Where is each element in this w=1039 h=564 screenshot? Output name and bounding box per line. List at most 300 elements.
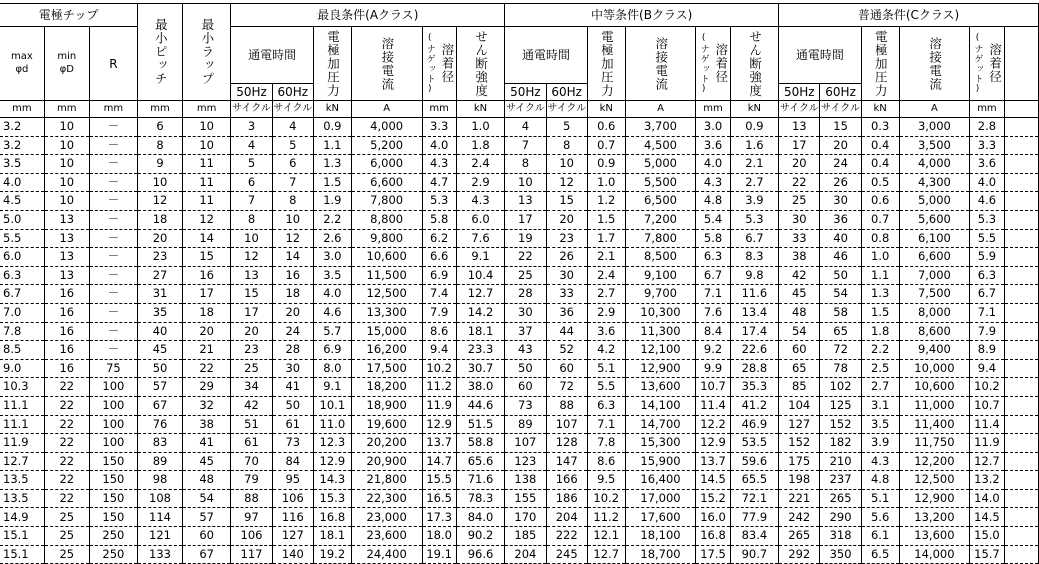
table-cell-empty xyxy=(1004,155,1038,174)
unit-cell: サイクル xyxy=(820,101,861,118)
table-cell: 166 xyxy=(546,471,587,490)
table-cell: 13 xyxy=(505,192,546,211)
table-cell: 8,800 xyxy=(351,210,422,229)
table-cell: 16,400 xyxy=(625,471,696,490)
table-cell: 7 xyxy=(505,136,546,155)
table-row xyxy=(0,303,1039,322)
table-cell: 20 xyxy=(272,303,313,322)
table-cell: 13 xyxy=(779,118,820,137)
table-cell: 41.2 xyxy=(730,396,778,415)
table-cell: 1.8 xyxy=(456,136,504,155)
table-cell: 4,300 xyxy=(899,173,970,192)
units-row xyxy=(0,101,1039,118)
table-cell-empty xyxy=(1004,434,1038,453)
unit-cell: kN xyxy=(313,101,351,118)
table-cell-empty xyxy=(1004,341,1038,360)
table-cell: 42 xyxy=(779,266,820,285)
table-cell: 152 xyxy=(820,415,861,434)
table-cell: 204 xyxy=(546,508,587,527)
table-row xyxy=(0,341,1039,360)
table-cell: 8,500 xyxy=(625,248,696,267)
table-cell: 16 xyxy=(44,322,89,341)
table-cell: － xyxy=(89,192,137,211)
a-weld-time-header: 通電時間 xyxy=(231,27,314,84)
table-cell: 15.1 xyxy=(0,545,44,564)
table-cell: 7.0 xyxy=(0,303,44,322)
table-cell: 25 xyxy=(505,266,546,285)
table-cell: 8 xyxy=(546,136,587,155)
table-cell-empty xyxy=(1004,229,1038,248)
b-hz50: 50Hz xyxy=(505,84,546,101)
table-row xyxy=(0,229,1039,248)
table-cell: 5.1 xyxy=(861,489,899,508)
table-cell: 125 xyxy=(820,396,861,415)
table-cell: 138 xyxy=(505,471,546,490)
table-cell: 22 xyxy=(44,452,89,471)
unit-cell: サイクル xyxy=(779,101,820,118)
table-cell: 85 xyxy=(779,378,820,397)
table-cell: 7,500 xyxy=(899,285,970,304)
table-cell: 6 xyxy=(231,173,272,192)
table-cell: 5,600 xyxy=(899,210,970,229)
table-cell: 15.0 xyxy=(970,527,1004,546)
unit-cell: kN xyxy=(861,101,899,118)
table-cell: 15 xyxy=(231,285,272,304)
table-cell: 0.7 xyxy=(587,136,625,155)
table-cell: 89 xyxy=(138,452,183,471)
table-cell: 10 xyxy=(231,229,272,248)
table-cell: 25 xyxy=(779,192,820,211)
class-c-header: 普通条件(Cクラス) xyxy=(779,4,1039,27)
table-cell: 6 xyxy=(138,118,183,137)
table-cell-empty xyxy=(1004,266,1038,285)
table-cell: 96.6 xyxy=(456,545,504,564)
table-cell: 2.1 xyxy=(587,248,625,267)
table-cell: 35 xyxy=(138,303,183,322)
table-cell: 23 xyxy=(138,248,183,267)
table-cell: 9.0 xyxy=(0,359,44,378)
table-cell: 2.4 xyxy=(587,266,625,285)
table-cell: 11,000 xyxy=(899,396,970,415)
table-cell: 65.6 xyxy=(456,452,504,471)
table-cell: 185 xyxy=(505,527,546,546)
table-cell: 13 xyxy=(44,229,89,248)
table-cell: 13,600 xyxy=(625,378,696,397)
table-cell: 6 xyxy=(272,155,313,174)
table-cell: 40 xyxy=(138,322,183,341)
table-cell: 2.9 xyxy=(456,173,504,192)
table-cell: 0.6 xyxy=(587,118,625,137)
table-cell: 30.7 xyxy=(456,359,504,378)
table-cell: 8 xyxy=(138,136,183,155)
table-cell: 3.1 xyxy=(861,396,899,415)
table-cell: 6.9 xyxy=(313,341,351,360)
table-cell: 13.2 xyxy=(970,471,1004,490)
table-cell: 1.9 xyxy=(313,192,351,211)
table-cell: 5.0 xyxy=(0,210,44,229)
table-cell: 18.0 xyxy=(422,527,456,546)
table-cell: 16 xyxy=(44,303,89,322)
table-cell: 155 xyxy=(505,489,546,508)
table-cell: 15.7 xyxy=(970,545,1004,564)
table-cell: 14.3 xyxy=(313,471,351,490)
table-cell: 8.6 xyxy=(587,452,625,471)
b-current-header: 溶接電流 xyxy=(625,27,696,101)
table-cell: 72 xyxy=(546,378,587,397)
table-cell: 100 xyxy=(89,434,137,453)
table-cell: 11.1 xyxy=(0,415,44,434)
table-cell: 0.3 xyxy=(861,118,899,137)
table-cell: 51.5 xyxy=(456,415,504,434)
table-cell: 14,100 xyxy=(625,396,696,415)
table-cell: 36 xyxy=(820,210,861,229)
table-row xyxy=(0,359,1039,378)
table-cell: 4.0 xyxy=(313,285,351,304)
table-cell: 16,200 xyxy=(351,341,422,360)
class-b-header: 中等条件(Bクラス) xyxy=(505,4,779,27)
table-cell: 26 xyxy=(820,173,861,192)
table-cell: 10,600 xyxy=(899,378,970,397)
table-cell: 7.1 xyxy=(696,285,730,304)
table-cell: 0.8 xyxy=(861,229,899,248)
table-cell: 37 xyxy=(505,322,546,341)
table-cell-empty xyxy=(1004,471,1038,490)
table-cell: 10 xyxy=(182,118,230,137)
table-cell: 9,800 xyxy=(351,229,422,248)
table-cell: 150 xyxy=(89,489,137,508)
table-cell: 73 xyxy=(505,396,546,415)
table-cell: 32 xyxy=(182,396,230,415)
table-cell: 5.9 xyxy=(970,248,1004,267)
table-cell: 2.1 xyxy=(730,155,778,174)
table-cell-empty xyxy=(1004,210,1038,229)
table-cell: 70 xyxy=(231,452,272,471)
table-cell: 15 xyxy=(820,118,861,137)
table-cell: 0.4 xyxy=(861,155,899,174)
table-cell: 29 xyxy=(182,378,230,397)
table-cell: 4.3 xyxy=(696,173,730,192)
table-cell: 41 xyxy=(182,434,230,453)
table-cell: 11.9 xyxy=(0,434,44,453)
table-cell: － xyxy=(89,173,137,192)
table-cell: 107 xyxy=(505,434,546,453)
a-nugget-header: (ナゲット) 溶着径 xyxy=(422,27,456,101)
table-cell: 50 xyxy=(505,359,546,378)
table-cell: 6.3 xyxy=(970,266,1004,285)
table-cell: 90.2 xyxy=(456,527,504,546)
table-cell: 11,300 xyxy=(625,322,696,341)
table-cell: 186 xyxy=(546,489,587,508)
c-nugget-header: (ナゲット) 溶着径 xyxy=(970,27,1004,101)
table-cell: 2.5 xyxy=(861,359,899,378)
table-cell: 7.1 xyxy=(587,415,625,434)
table-cell: 1.0 xyxy=(456,118,504,137)
table-cell: 57 xyxy=(138,378,183,397)
table-cell: － xyxy=(89,322,137,341)
table-cell: 60 xyxy=(505,378,546,397)
table-cell: 0.4 xyxy=(861,136,899,155)
table-cell: 19 xyxy=(505,229,546,248)
table-cell-empty xyxy=(1004,452,1038,471)
table-cell: 9.2 xyxy=(696,341,730,360)
table-cell: 6,600 xyxy=(899,248,970,267)
table-cell: 11.0 xyxy=(313,415,351,434)
table-cell: 17 xyxy=(231,303,272,322)
table-cell: 292 xyxy=(779,545,820,564)
table-row xyxy=(0,434,1039,453)
table-cell: 4.7 xyxy=(422,173,456,192)
table-cell: 24 xyxy=(272,322,313,341)
table-cell: 20 xyxy=(820,136,861,155)
table-cell: 0.9 xyxy=(730,118,778,137)
table-cell: 12.3 xyxy=(313,434,351,453)
table-cell: 10 xyxy=(44,155,89,174)
table-cell: 3.6 xyxy=(696,136,730,155)
table-cell-empty xyxy=(1004,527,1038,546)
table-cell: 182 xyxy=(820,434,861,453)
table-cell: 11.9 xyxy=(422,396,456,415)
table-cell: 28 xyxy=(505,285,546,304)
table-cell: 2.7 xyxy=(861,378,899,397)
table-cell: 43 xyxy=(505,341,546,360)
table-cell: 16.8 xyxy=(313,508,351,527)
table-cell: 13.4 xyxy=(730,303,778,322)
table-cell: 58.8 xyxy=(456,434,504,453)
c-shear-header xyxy=(1004,27,1038,101)
table-cell: 20 xyxy=(182,322,230,341)
table-cell-empty xyxy=(1004,173,1038,192)
table-cell: 12 xyxy=(182,210,230,229)
table-cell: 12.2 xyxy=(696,415,730,434)
table-cell: － xyxy=(89,341,137,360)
table-cell: 4.3 xyxy=(456,192,504,211)
table-cell: 60 xyxy=(182,527,230,546)
table-cell: 5.8 xyxy=(696,229,730,248)
table-cell: 106 xyxy=(272,489,313,508)
table-cell: 13,600 xyxy=(899,527,970,546)
table-cell: 73 xyxy=(272,434,313,453)
table-cell: 11.4 xyxy=(696,396,730,415)
table-cell: 16 xyxy=(182,266,230,285)
table-cell: 26 xyxy=(546,248,587,267)
table-cell: 1.3 xyxy=(313,155,351,174)
table-cell: 65 xyxy=(820,322,861,341)
table-cell: 30 xyxy=(820,192,861,211)
table-cell: 17.5 xyxy=(696,545,730,564)
table-cell: 9.4 xyxy=(422,341,456,360)
table-cell: 4.0 xyxy=(970,173,1004,192)
table-cell: 36 xyxy=(546,303,587,322)
table-cell: 8.9 xyxy=(970,341,1004,360)
table-cell: 17 xyxy=(182,285,230,304)
table-cell: 15,900 xyxy=(625,452,696,471)
table-cell: 4 xyxy=(231,136,272,155)
table-cell: 4.0 xyxy=(422,136,456,155)
table-cell: 10 xyxy=(138,173,183,192)
table-cell: 7.1 xyxy=(970,303,1004,322)
table-cell: 1.5 xyxy=(587,210,625,229)
table-cell: 60 xyxy=(779,341,820,360)
table-cell: 175 xyxy=(779,452,820,471)
table-cell: 14 xyxy=(182,229,230,248)
table-cell: 30 xyxy=(272,359,313,378)
table-cell: 38 xyxy=(182,415,230,434)
a-shear-header: せん断強度 xyxy=(456,27,504,101)
table-cell: 12,200 xyxy=(899,452,970,471)
a-hz50: 50Hz xyxy=(231,84,272,101)
table-cell-empty xyxy=(1004,118,1038,137)
table-cell: 4.8 xyxy=(861,471,899,490)
unit-cell: mm xyxy=(44,101,89,118)
table-cell: 72 xyxy=(820,341,861,360)
table-cell: 128 xyxy=(546,434,587,453)
table-cell: 42 xyxy=(231,396,272,415)
table-cell: 60 xyxy=(546,359,587,378)
table-row xyxy=(0,173,1039,192)
table-cell: 33 xyxy=(779,229,820,248)
table-cell: 3.0 xyxy=(696,118,730,137)
table-cell: 19.2 xyxy=(313,545,351,564)
table-cell: 2.9 xyxy=(587,303,625,322)
table-cell: 350 xyxy=(820,545,861,564)
max-d-header: max φd xyxy=(0,27,44,101)
table-cell: 100 xyxy=(89,378,137,397)
table-cell: 10,300 xyxy=(625,303,696,322)
unit-cell: kN xyxy=(730,101,778,118)
table-row xyxy=(0,322,1039,341)
table-cell: 250 xyxy=(89,545,137,564)
table-cell: 1.2 xyxy=(587,192,625,211)
table-cell: 265 xyxy=(779,527,820,546)
table-cell: 13 xyxy=(44,210,89,229)
table-cell: 17 xyxy=(779,136,820,155)
table-cell: 12.7 xyxy=(456,285,504,304)
table-cell: 3.5 xyxy=(861,415,899,434)
table-cell: 8,600 xyxy=(899,322,970,341)
table-cell: 0.7 xyxy=(861,210,899,229)
table-cell: 75 xyxy=(89,359,137,378)
table-cell: 104 xyxy=(779,396,820,415)
table-cell: 79 xyxy=(231,471,272,490)
table-cell: 3.2 xyxy=(0,118,44,137)
table-cell: 5,000 xyxy=(899,192,970,211)
table-cell: 50 xyxy=(272,396,313,415)
table-cell: 13.5 xyxy=(0,471,44,490)
table-cell: 6.7 xyxy=(970,285,1004,304)
table-cell: 3 xyxy=(231,118,272,137)
table-cell: 5.3 xyxy=(422,192,456,211)
table-cell: 48 xyxy=(182,471,230,490)
unit-cell: サイクル xyxy=(231,101,272,118)
table-cell: 7.6 xyxy=(456,229,504,248)
table-cell: 108 xyxy=(138,489,183,508)
table-cell: 15,000 xyxy=(351,322,422,341)
table-cell: 54 xyxy=(820,285,861,304)
table-cell: 13 xyxy=(231,266,272,285)
table-cell: 40 xyxy=(820,229,861,248)
table-cell: － xyxy=(89,266,137,285)
table-cell: 7,000 xyxy=(899,266,970,285)
table-cell: 17.4 xyxy=(730,322,778,341)
table-cell-empty xyxy=(1004,378,1038,397)
table-cell: 12,500 xyxy=(351,285,422,304)
table-cell: 67 xyxy=(182,545,230,564)
table-cell-empty xyxy=(1004,489,1038,508)
table-cell: 53.5 xyxy=(730,434,778,453)
table-cell: 57 xyxy=(182,508,230,527)
table-cell: 5,000 xyxy=(625,155,696,174)
table-cell-empty xyxy=(1004,415,1038,434)
table-body xyxy=(0,118,1039,564)
table-cell: 23.3 xyxy=(456,341,504,360)
unit-cell: A xyxy=(899,101,970,118)
table-cell: 44.6 xyxy=(456,396,504,415)
table-cell: 127 xyxy=(272,527,313,546)
table-cell: 11.1 xyxy=(0,396,44,415)
table-cell: 18,900 xyxy=(351,396,422,415)
table-cell: 18.1 xyxy=(313,527,351,546)
table-cell: 27 xyxy=(138,266,183,285)
table-cell: 6,600 xyxy=(351,173,422,192)
table-cell: 13.7 xyxy=(422,434,456,453)
table-cell: 11.2 xyxy=(587,508,625,527)
table-cell: 41 xyxy=(272,378,313,397)
table-cell: 48 xyxy=(779,303,820,322)
table-cell: 14,000 xyxy=(899,545,970,564)
table-cell: 4.8 xyxy=(696,192,730,211)
table-cell: 3,700 xyxy=(625,118,696,137)
table-cell: 9.1 xyxy=(313,378,351,397)
table-cell: 16.0 xyxy=(696,508,730,527)
table-cell: 18.1 xyxy=(456,322,504,341)
table-cell: 5.5 xyxy=(970,229,1004,248)
table-row xyxy=(0,118,1039,137)
table-row xyxy=(0,266,1039,285)
table-row xyxy=(0,210,1039,229)
unit-cell: mm xyxy=(970,101,1004,118)
table-cell: 10 xyxy=(44,136,89,155)
min-pitch-header: 最小ピッチ xyxy=(138,4,183,101)
table-cell: 9,700 xyxy=(625,285,696,304)
table-cell: 245 xyxy=(546,545,587,564)
table-cell: 12.7 xyxy=(0,452,44,471)
table-cell-empty xyxy=(1004,248,1038,267)
table-cell: 12.7 xyxy=(970,452,1004,471)
table-cell-empty xyxy=(1004,192,1038,211)
table-cell: 38 xyxy=(779,248,820,267)
table-cell: 4.5 xyxy=(0,192,44,211)
table-row xyxy=(0,527,1039,546)
table-cell: 150 xyxy=(89,508,137,527)
table-cell: 95 xyxy=(272,471,313,490)
table-cell: 7,200 xyxy=(625,210,696,229)
table-cell: － xyxy=(89,248,137,267)
table-cell: 28 xyxy=(272,341,313,360)
table-cell: 38.0 xyxy=(456,378,504,397)
table-cell: 22 xyxy=(44,415,89,434)
table-cell: 23,600 xyxy=(351,527,422,546)
table-cell: 20 xyxy=(546,210,587,229)
table-row xyxy=(0,471,1039,490)
table-cell: 204 xyxy=(505,545,546,564)
table-cell: 31 xyxy=(138,285,183,304)
table-cell: 51 xyxy=(231,415,272,434)
table-cell: 6.0 xyxy=(456,210,504,229)
a-pressure-header: 電極加圧力 xyxy=(313,27,351,101)
table-cell: 152 xyxy=(779,434,820,453)
table-cell: 10.2 xyxy=(422,359,456,378)
table-cell: 13,300 xyxy=(351,303,422,322)
